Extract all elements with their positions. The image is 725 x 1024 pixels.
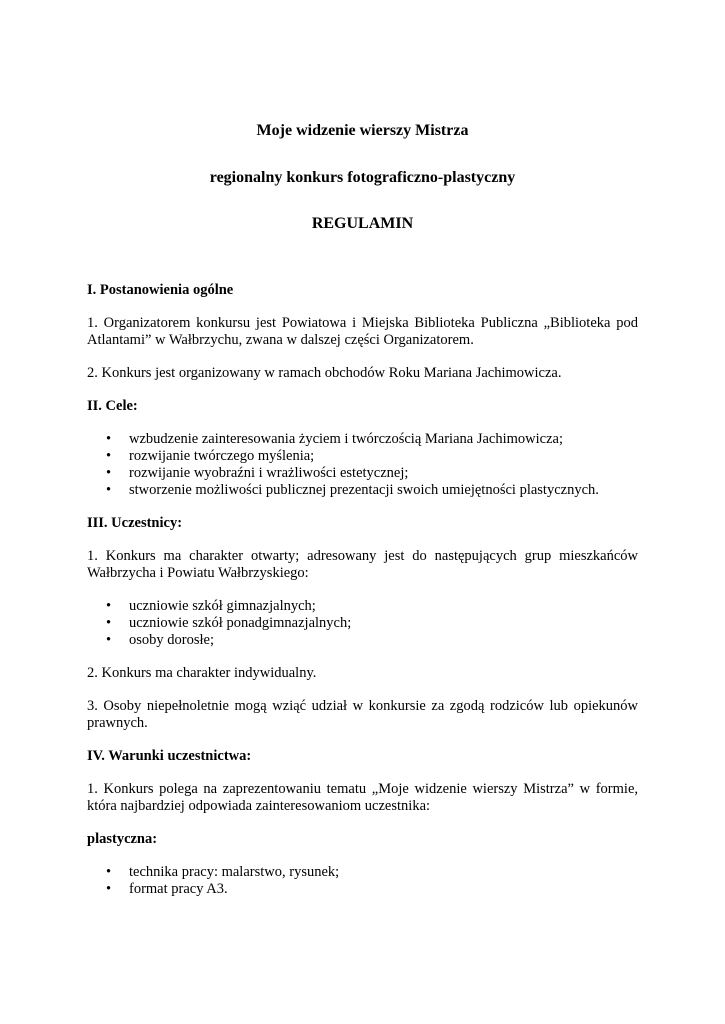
- list-item: • rozwijanie wyobraźni i wrażliwości estetycznej;: [129, 465, 638, 482]
- section-heading: IV. Warunki uczestnictwa:: [87, 748, 252, 764]
- document-heading: REGULAMIN: [311, 215, 414, 232]
- list-item: • rozwijanie twórczego myślenia;: [129, 448, 638, 465]
- list-item: • stworzenie możliwości publicznej prezentacji swoich umiejętności plastycznych.: [129, 482, 638, 499]
- list-item: • osoby dorosłe;: [129, 632, 638, 649]
- document-subtitle: regionalny konkurs fotograficzno-plastyczny: [209, 169, 516, 186]
- list-item: • uczniowie szkół ponadgimnazjalnych;: [129, 615, 638, 632]
- paragraph: 2. Konkurs jest organizowany w ramach obchodów Roku Mariana Jachimowicza.: [87, 365, 562, 381]
- requirements-list: [87, 864, 638, 898]
- section-heading: II. Cele:: [87, 398, 138, 414]
- section-heading: I. Postanowienia ogólne: [87, 282, 234, 298]
- paragraph: 1. Konkurs polega na zaprezentowaniu tematu „Moje widzenie wierszy Mistrza” w formie, która najbardziej odpowiada zainteresowaniom uczestnika:: [87, 781, 638, 814]
- document-body: [87, 282, 638, 914]
- list-item: • wzbudzenie zainteresowania życiem i twórczością Mariana Jachimowicza;: [129, 431, 638, 448]
- list-item: • format pracy A3.: [129, 881, 638, 898]
- paragraph: 3. Osoby niepełnoletnie mogą wziąć udział w konkursie za zgodą rodziców lub opiekunów prawnych.: [87, 698, 638, 731]
- list-item: • uczniowie szkół gimnazjalnych;: [129, 598, 638, 615]
- goals-list: [87, 431, 638, 499]
- section-heading: III. Uczestnicy:: [87, 515, 183, 531]
- list-item: • technika pracy: malarstwo, rysunek;: [129, 864, 638, 881]
- paragraph: 1. Konkurs ma charakter otwarty; adresowany jest do następujących grup mieszkańców Wałbrzycha i Powiatu Wałbrzyskiego:: [87, 548, 638, 581]
- subsection-heading: plastyczna:: [87, 831, 158, 847]
- paragraph: 2. Konkurs ma charakter indywidualny.: [87, 665, 317, 681]
- document-title: Moje widzenie wierszy Mistrza: [256, 122, 469, 139]
- paragraph: 1. Organizatorem konkursu jest Powiatowa i Miejska Biblioteka Publiczna „Biblioteka pod Atlantami” w Wałbrzychu, zwana w dalszej części Organizatorem.: [87, 315, 638, 348]
- groups-list: [87, 598, 638, 649]
